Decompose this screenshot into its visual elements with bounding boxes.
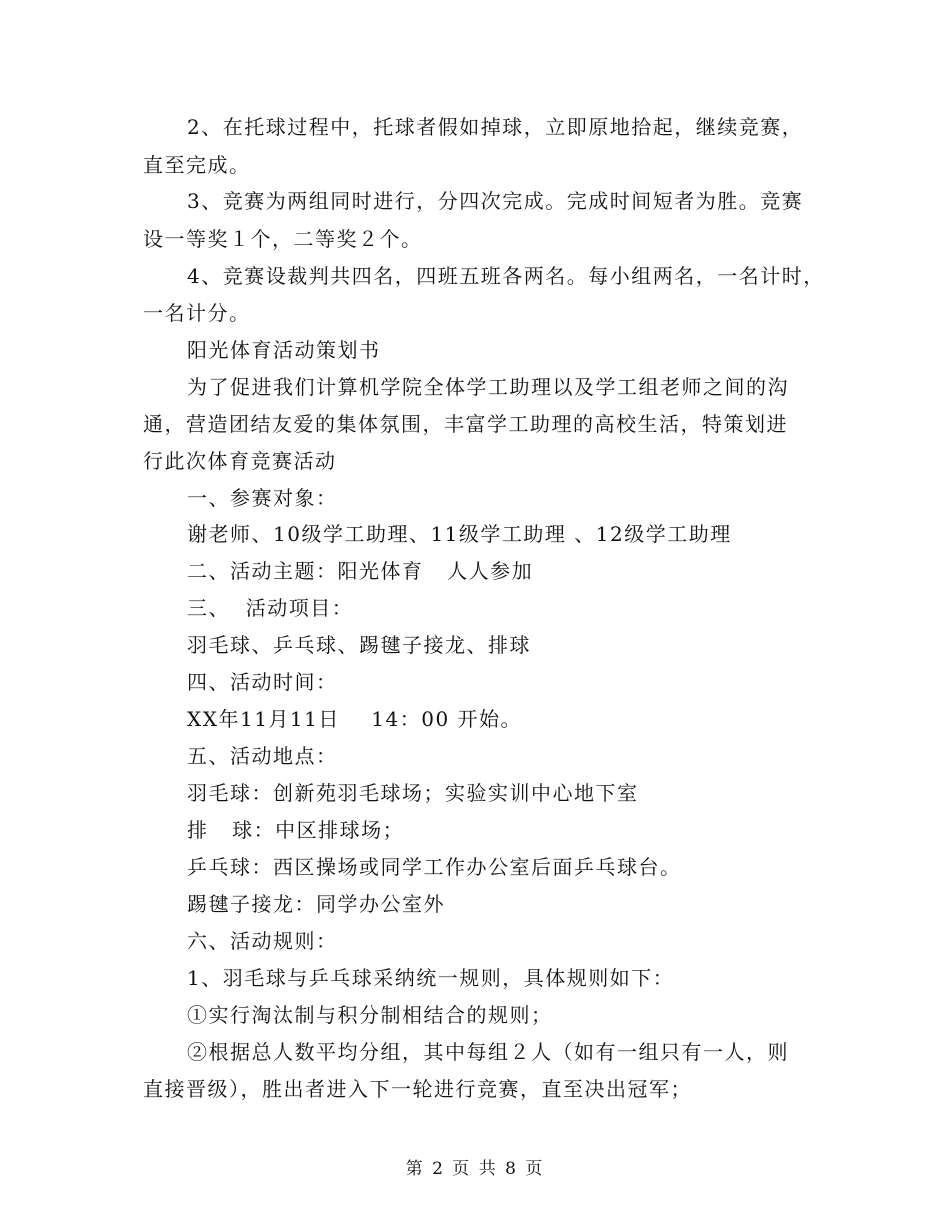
text-line: ①实行淘汰制与积分制相结合的规则； xyxy=(187,1003,553,1027)
page-number-footer: 第 2 页 共 8 页 xyxy=(405,1159,545,1179)
text-line: 1、羽毛球与乒乓球采纳统一规则，具体规则如下： xyxy=(187,966,675,990)
heading-line: 三、 活动项目： xyxy=(187,596,354,620)
heading-line: 五、活动地点： xyxy=(187,744,338,768)
text-line: 3、竞赛为两组同时进行，分四次完成。完成时间短者为胜。竞赛 xyxy=(187,189,804,213)
text-line: 4、竞赛设裁判共四名，四班五班各两名。每小组两名，一名计时， xyxy=(187,264,825,288)
text-line: 排 球：中区排球场； xyxy=(187,818,405,842)
heading-line: 六、活动规则： xyxy=(187,929,338,953)
text-line: 通，营造团结友爱的集体氛围，丰富学工助理的高校生活，特策划进 xyxy=(143,412,788,436)
heading-line: 一、参赛对象： xyxy=(187,486,338,510)
text-line: 设一等奖１个，二等奖２个。 xyxy=(143,227,423,251)
section-title: 阳光体育活动策划书 xyxy=(187,338,381,362)
text-line: XX年11月11日 14：00 开始。 xyxy=(187,707,523,731)
text-line: 2、在托球过程中，托球者假如掉球，立即原地拾起，继续竞赛， xyxy=(187,115,804,139)
text-line: 一名计分。 xyxy=(143,301,251,325)
text-line: 为了促进我们计算机学院全体学工助理以及学工组老师之间的沟 xyxy=(187,375,789,399)
heading-line: 二、活动主题：阳光体育 人人参加 xyxy=(187,559,534,583)
text-line: 谢老师、10级学工助理、11级学工助理 、12级学工助理 xyxy=(187,522,732,546)
text-line: 踢毽子接龙：同学办公室外 xyxy=(187,892,445,916)
text-line: 羽毛球：创新苑羽毛球场；实验实训中心地下室 xyxy=(187,781,639,805)
text-line: 直接晋级），胜出者进入下一轮进行竞赛，直至决出冠军； xyxy=(143,1077,692,1101)
heading-line: 四、活动时间： xyxy=(187,670,338,694)
text-line: 乒乓球：西区操场或同学工作办公室后面乒乓球台。 xyxy=(187,855,682,879)
text-line: ②根据总人数平均分组，其中每组２人（如有一组只有一人，则 xyxy=(187,1040,789,1064)
text-line: 行此次体育竞赛活动 xyxy=(143,449,337,473)
text-line: 羽毛球、乒乓球、踢毽子接龙、排球 xyxy=(187,633,531,657)
text-line: 直至完成。 xyxy=(143,153,251,177)
